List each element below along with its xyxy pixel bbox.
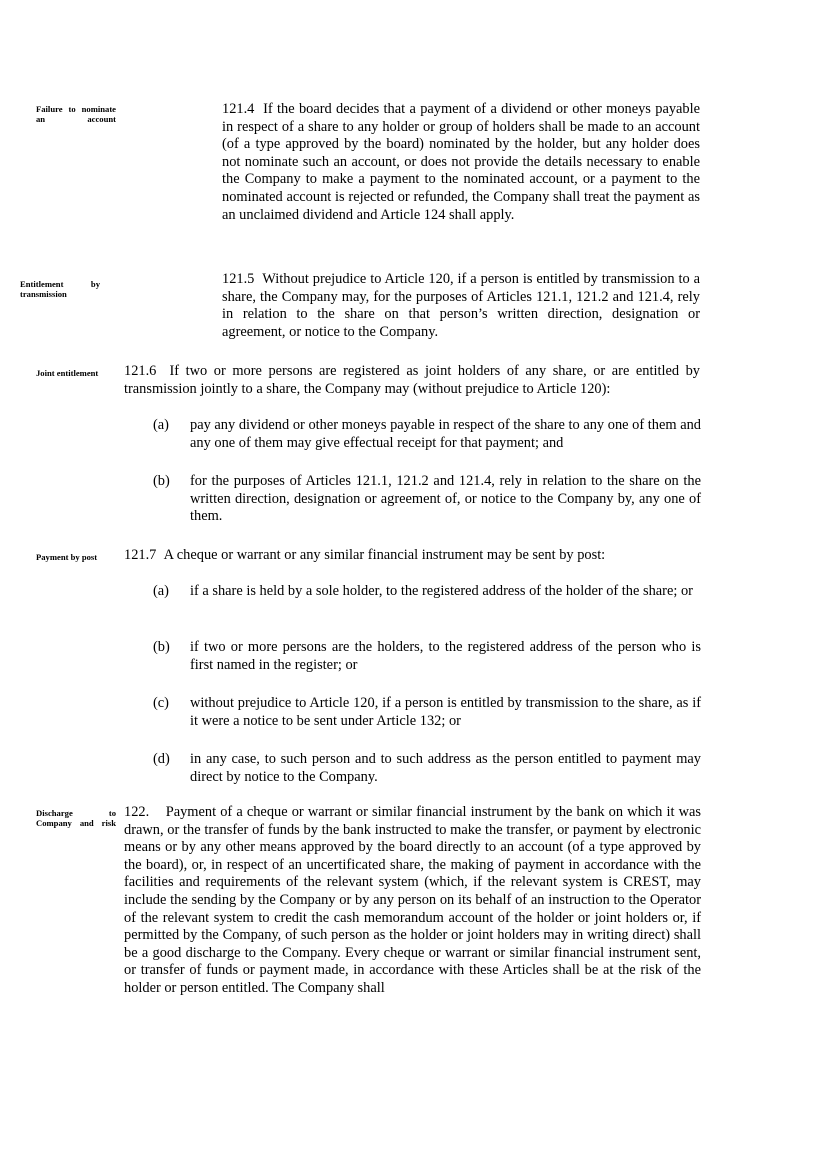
list-item bbox=[153, 751, 701, 787]
item-text: pay any dividend or other moneys payable in respect of the share to any one of them and any one of them may give effectual receipt for that payment; and bbox=[190, 417, 701, 451]
paragraph-number: 121.7 bbox=[124, 547, 157, 563]
side-heading-failure-to-nominate: Failure to nominate an account bbox=[36, 104, 116, 124]
item-label: (b) bbox=[153, 639, 170, 655]
list-item bbox=[153, 639, 701, 675]
item-text: if a share is held by a sole holder, to the registered address of the holder of the share; or bbox=[190, 583, 693, 599]
paragraph-121-5 bbox=[222, 271, 700, 341]
paragraph-121-6 bbox=[124, 363, 700, 398]
list-item bbox=[153, 417, 701, 453]
paragraph-text: Payment of a cheque or warrant or similar financial instrument by the bank on which it was drawn, or the transfer of funds by the bank instructed to make the transfer, or payment by electronic means or by any other means approved by the board directly to an account (of a type approved by the board), or, in respect of an uncertificated share, the making of payment in accordance with the facilities and requirements of the relevant system (which, if the relevant system is CREST, may include the sending by the Company or by any person on its behalf of an instruction to the Operator of the relevant system to credit the cash memorandum account of the holder or joint holders or, if permitted by the Company, of such person as the holder or joint holders may in writing direct) shall be a good discharge to the Company. Every cheque or warrant or similar financial instrument sent, or transfer of funds or payment made, in accordance with these Articles shall be at the risk of the holder or person entitled. The Company shall bbox=[124, 804, 701, 996]
item-label: (d) bbox=[153, 751, 170, 767]
paragraph-text: Without prejudice to Article 120, if a person is entitled by transmission to a share, the Company may, for the purposes of Articles 121.1, 121.2 and 121.4, rely in relation to the share on that person’s written direction, designation or agreement, or notice to the Company. bbox=[222, 271, 700, 340]
item-label: (b) bbox=[153, 473, 170, 489]
paragraph-text: A cheque or warrant or any similar financial instrument may be sent by post: bbox=[163, 547, 606, 563]
list-item bbox=[153, 583, 701, 619]
paragraph-number: 122. bbox=[124, 804, 150, 820]
paragraph-text: If two or more persons are registered as joint holders of any share, or are entitled by transmission jointly to a share, the Company may (without prejudice to Article 120): bbox=[124, 363, 700, 397]
item-text: in any case, to such person and to such address as the person entitled to payment may direct by notice to the Company. bbox=[190, 751, 701, 785]
side-heading-discharge-to-company: Discharge to Company and risk bbox=[36, 808, 116, 828]
paragraph-text: If the board decides that a payment of a dividend or other moneys payable in respect of a share to any holder or group of holders shall be made to an account (of a type approved by the board) nominated by the holder, but any holder does not nominate such an account, or does not provide the details necessary to enable the Company to make a payment to the nominated account, or a payment to the nominated account is rejected or refunded, the Company shall treat the payment as an unclaimed dividend and Article 124 shall apply. bbox=[222, 101, 700, 223]
paragraph-122 bbox=[124, 804, 701, 998]
paragraph-121-4 bbox=[222, 101, 700, 224]
item-label: (a) bbox=[153, 583, 169, 599]
paragraph-121-7 bbox=[124, 547, 700, 565]
side-heading-joint-entitlement: Joint entitlement bbox=[36, 368, 99, 378]
paragraph-number: 121.5 bbox=[222, 271, 255, 287]
paragraph-number: 121.4 bbox=[222, 101, 255, 117]
item-label: (c) bbox=[153, 695, 169, 711]
paragraph-number: 121.6 bbox=[124, 363, 157, 379]
item-text: if two or more persons are the holders, to the registered address of the person who is first named in the register; or bbox=[190, 639, 701, 673]
item-label: (a) bbox=[153, 417, 169, 433]
item-text: without prejudice to Article 120, if a person is entitled by transmission to the share, as if it were a notice to be sent under Article 132; or bbox=[190, 695, 701, 729]
list-item bbox=[153, 473, 701, 527]
item-text: for the purposes of Articles 121.1, 121.2 and 121.4, rely in relation to the share on the written direction, designation or agreement of, or notice to the Company by, any one of them. bbox=[190, 473, 701, 525]
list-item bbox=[153, 695, 701, 731]
side-heading-entitlement-by-transmission: Entitlement by transmission bbox=[20, 279, 100, 299]
side-heading-payment-by-post: Payment by post bbox=[36, 552, 98, 562]
